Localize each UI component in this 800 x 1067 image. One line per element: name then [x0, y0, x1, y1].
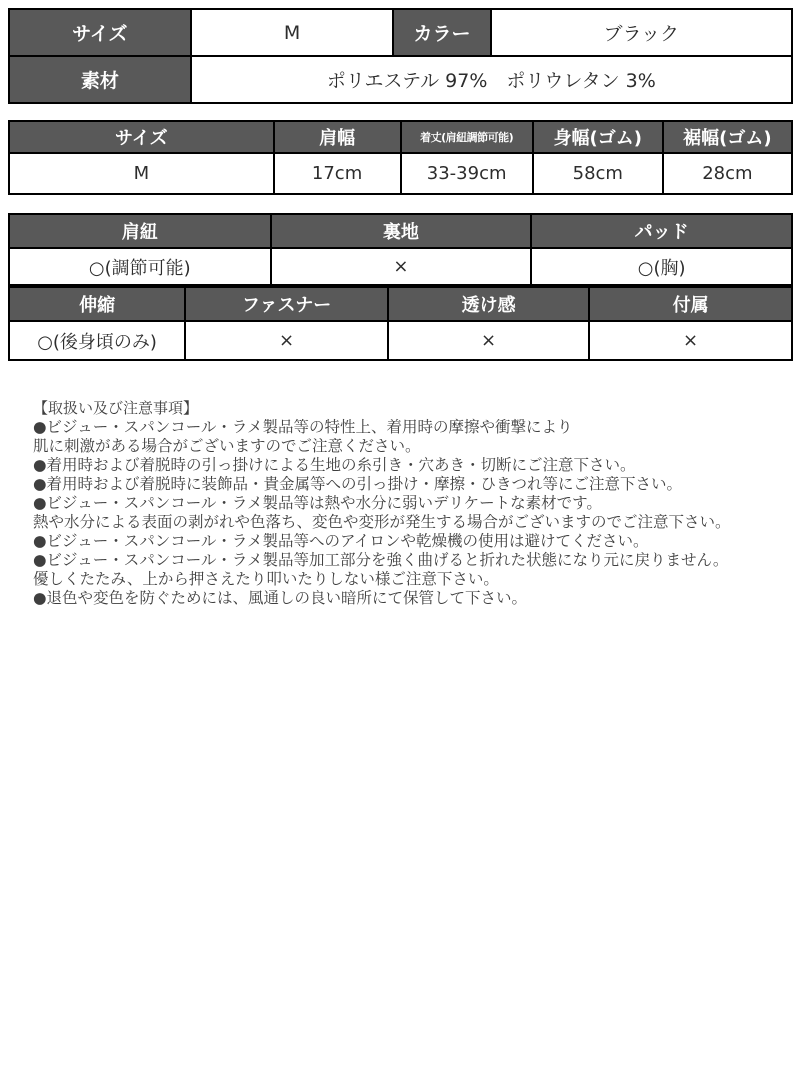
care-note-line: 熱や水分による表面の剥がれや色落ち、変色や変形が発生する場合がございますのでご注意下さい。 [33, 513, 731, 531]
color-value-cell: ブラック [491, 9, 792, 56]
size-label-cell: サイズ [9, 9, 191, 56]
care-notes-title: 【取扱い及び注意事項】 [33, 399, 199, 417]
measure-header-length: 着丈(肩紐調節可能) [401, 121, 533, 153]
care-note-line: ●着用時および着脱時に装飾品・貴金属等への引っ掛け・摩擦・ひきつれ等にご注意下さい。 [33, 475, 683, 493]
measure-value-body-width: 58cm [533, 153, 663, 194]
care-note-line: ●ビジュー・スパンコール・ラメ製品等の特性上、着用時の摩擦や衝撃により [33, 418, 573, 436]
feature-header-pad: パッド [531, 214, 792, 248]
feature-value-lining: × [271, 248, 532, 285]
measurements-header-row [9, 121, 792, 153]
care-note-line: 肌に刺激がある場合がございますのでご注意ください。 [33, 437, 421, 455]
feature-header-accessory: 付属 [589, 287, 792, 321]
feature-header-sheerness: 透け感 [388, 287, 589, 321]
feature-header-lining: 裏地 [271, 214, 532, 248]
size-value-cell: M [191, 9, 394, 56]
care-note-line: ●退色や変色を防ぐためには、風通しの良い暗所にて保管して下さい。 [33, 589, 528, 607]
feature-value-zipper: × [185, 321, 388, 360]
measure-value-size: M [9, 153, 274, 194]
measure-value-hem-width: 28cm [663, 153, 792, 194]
color-label-cell: カラー [393, 9, 490, 56]
features-table-b [8, 286, 793, 361]
feature-header-zipper: ファスナー [185, 287, 388, 321]
measure-value-length: 33-39cm [401, 153, 533, 194]
material-value-cell: ポリエステル 97% ポリウレタン 3% [191, 56, 792, 103]
summary-table [8, 8, 793, 104]
measure-header-shoulder-width: 肩幅 [274, 121, 401, 153]
measure-header-hem-width: 裾幅(ゴム) [663, 121, 792, 153]
measure-value-shoulder-width: 17cm [274, 153, 401, 194]
measurements-value-row [9, 153, 792, 194]
care-note-line: ●着用時および着脱時の引っ掛けによる生地の糸引き・穴あき・切断にご注意下さい。 [33, 456, 636, 474]
features-b-header-row [9, 287, 792, 321]
feature-header-strap: 肩紐 [9, 214, 271, 248]
feature-value-sheerness: × [388, 321, 589, 360]
features-a-header-row [9, 214, 792, 248]
measurements-table [8, 120, 793, 195]
measure-header-size: サイズ [9, 121, 274, 153]
care-note-line: ●ビジュー・スパンコール・ラメ製品等加工部分を強く曲げると折れた状態になり元に戻りません。 [33, 551, 729, 569]
feature-value-strap: ○(調節可能) [9, 248, 271, 285]
feature-value-pad: ○(胸) [531, 248, 792, 285]
feature-value-accessory: × [589, 321, 792, 360]
material-label-cell: 素材 [9, 56, 191, 103]
feature-value-stretch: ○(後身頃のみ) [9, 321, 185, 360]
summary-row-material [9, 56, 792, 103]
features-table-a [8, 213, 793, 286]
care-note-line: ●ビジュー・スパンコール・ラメ製品等は熱や水分に弱いデリケートな素材です。 [33, 494, 602, 512]
features-b-value-row [9, 321, 792, 360]
features-a-value-row [9, 248, 792, 285]
measure-header-body-width: 身幅(ゴム) [533, 121, 663, 153]
summary-row-size-color [9, 9, 792, 56]
care-note-line: ●ビジュー・スパンコール・ラメ製品等へのアイロンや乾燥機の使用は避けてください。 [33, 532, 649, 550]
feature-header-stretch: 伸縮 [9, 287, 185, 321]
care-note-line: 優しくたたみ、上から押さえたり叩いたりしない様ご注意下さい。 [33, 570, 499, 588]
care-notes-section [33, 399, 780, 608]
